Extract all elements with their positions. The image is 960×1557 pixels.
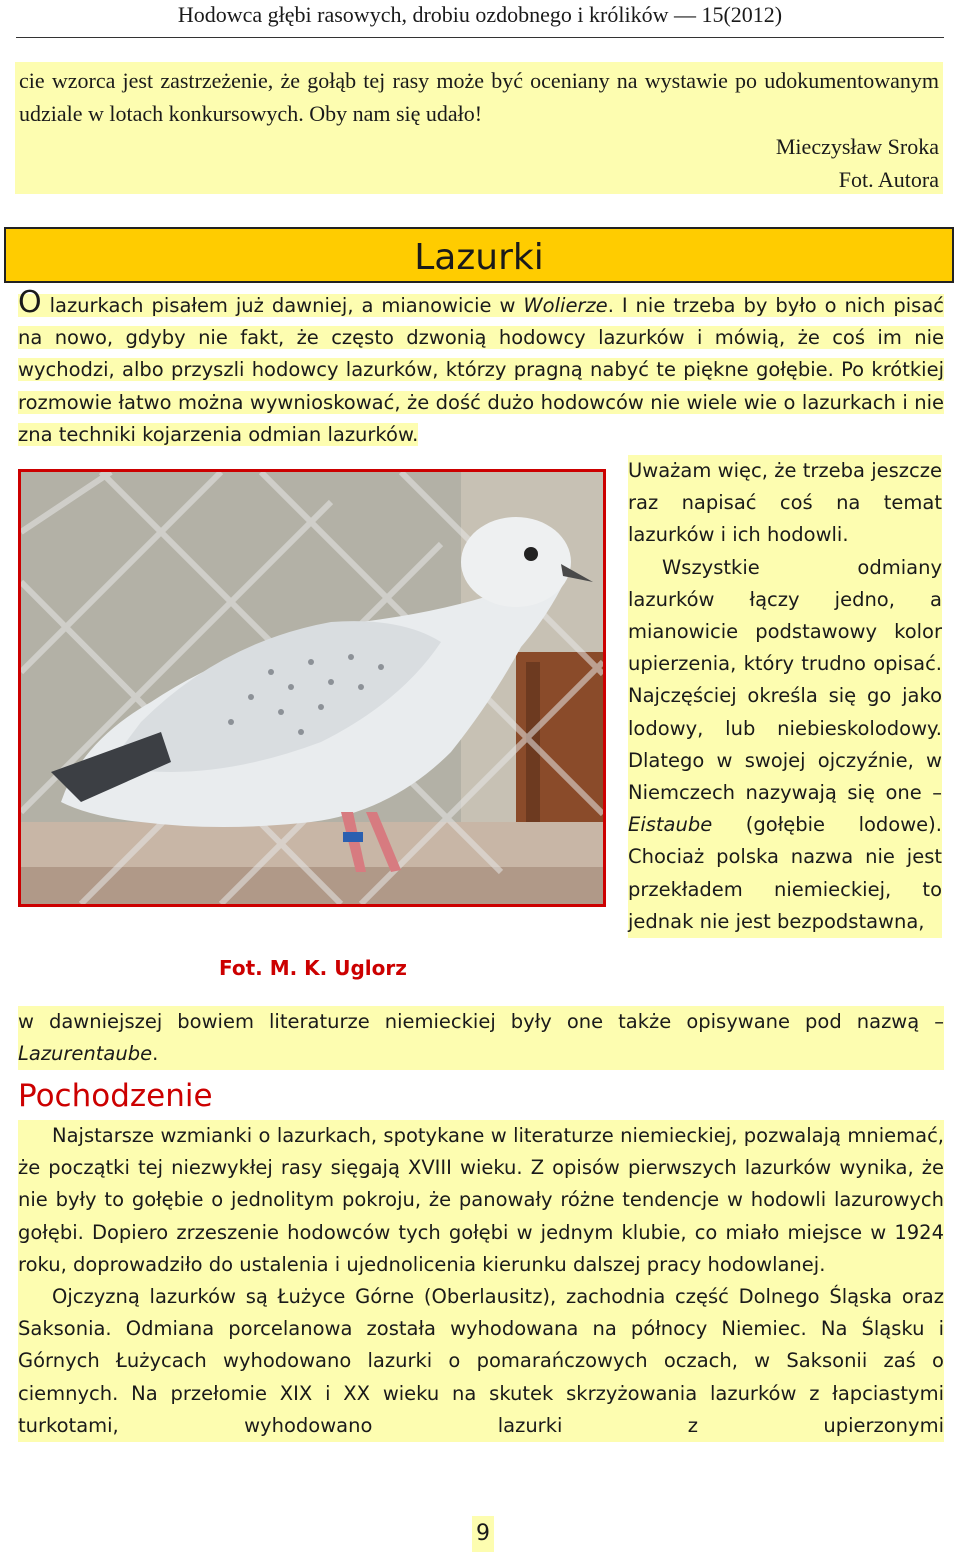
continuation-paragraph: w dawniejszej bowiem literaturze niemieckiej były one także opisywane pod nazwą – Lazurentaube. (18, 1006, 944, 1070)
author-name: Mieczysław Sroka (775, 134, 939, 159)
photo-caption: Fot. M. K. Uglorz (219, 956, 407, 980)
photo-figure (18, 469, 622, 996)
magazine-name: Wolierze (523, 294, 608, 317)
side-column (628, 455, 942, 938)
origin-paragraph-2: Ojczyzną lazurków są Łużyce Górne (Oberlausitz), zachodnia część Dolnego Śląska oraz Saksonia. Odmiana porcelanowa została wyhodowana na północy Niemiec. Na Śląsku i Górnych Łużycach wyhodowano lazurki o pomarańczowych oczach, w Saksonii zaś o ciemnych. Na przełomie XIX i XX wieku na skutek skrzyżowania lazurków z łapciastymi turkotami, wyhodowano lazurki z upierzonymi (18, 1285, 944, 1437)
article-title-banner (4, 227, 954, 283)
section-heading: Pochodzenie (18, 1078, 213, 1114)
side-paragraph-2: Wszystkie odmiany lazurków łączy jedno, a mianowicie podstawowy kolor upierzenia, który trudno opisać. Najczęściej określa się go jako lodowy, lub niebieskolodowy. Dlatego w swojej ojczyźnie, w Niemczech nazywają się one – Eistaube (gołębie lodowe). Chociaż polska nazwa nie jest przekładem niemieckiej, to jednak nie jest bezpodstawna, (628, 555, 942, 933)
pigeon-illustration (21, 472, 603, 904)
german-name: Eistaube (628, 813, 713, 837)
pigeon-photo (18, 469, 606, 907)
article-title: Lazurki (414, 237, 544, 278)
running-header: Hodowca głębi rasowych, drobiu ozdobnego i królików — 15(2012) (177, 2, 783, 27)
historic-german-name: Lazurentaube (18, 1042, 153, 1066)
previous-article-ending (15, 62, 943, 194)
drop-cap: O (18, 285, 42, 320)
intro-paragraph: O lazurkach pisałem już dawniej, a mianowicie w Wolierze. I nie trzeba by było o nich pisać na nowo, gdyby nie fakt, że często dzwonią hodowcy lazurków i mówią, że coś im nie wychodzi, albo przyszli hodowcy lazurków, którzy pragną nabyć te piękne gołębie. Po krótkiej rozmowie łatwo można wywnioskować, że dość dużo hodowców nie wiele wie o lazurkach i nie zna techniki kojarzenia odmian lazurków. (18, 285, 944, 446)
header-rule (16, 37, 944, 38)
previous-article-text: cie wzorca jest zastrzeżenie, że gołąb tej rasy może być oceniany na wystawie po udokumentowanym udziale w lotach konkursowych. Oby nam się udało! (19, 68, 939, 126)
origin-paragraph-1: Najstarsze wzmianki o lazurkach, spotykane w literaturze niemieckiej, pozwalają mniemać, że początki tej niezwykłej rasy sięgają XVIII wieku. Z opisów pierwszych lazurków wynika, że nie były to gołębie o jednolitym pokroju, że panowały różne tendencje w hodowli lazurowych gołębi. Dopiero zrzeszenie hodowców tych gołębi w jednym klubie, co miało miejsce w 1924 roku, doprowadziło do ustalenia i ujednolicenia kierunku dalszej pracy hodowlanej. (18, 1124, 944, 1276)
page-number: 9 (472, 1516, 494, 1552)
side-paragraph-1: Uważam więc, że trzeba jeszcze raz napisać coś na temat lazurków i ich hodowli. (628, 459, 942, 547)
origin-section-body (18, 1120, 944, 1442)
photo-credit: Fot. Autora (838, 167, 939, 192)
